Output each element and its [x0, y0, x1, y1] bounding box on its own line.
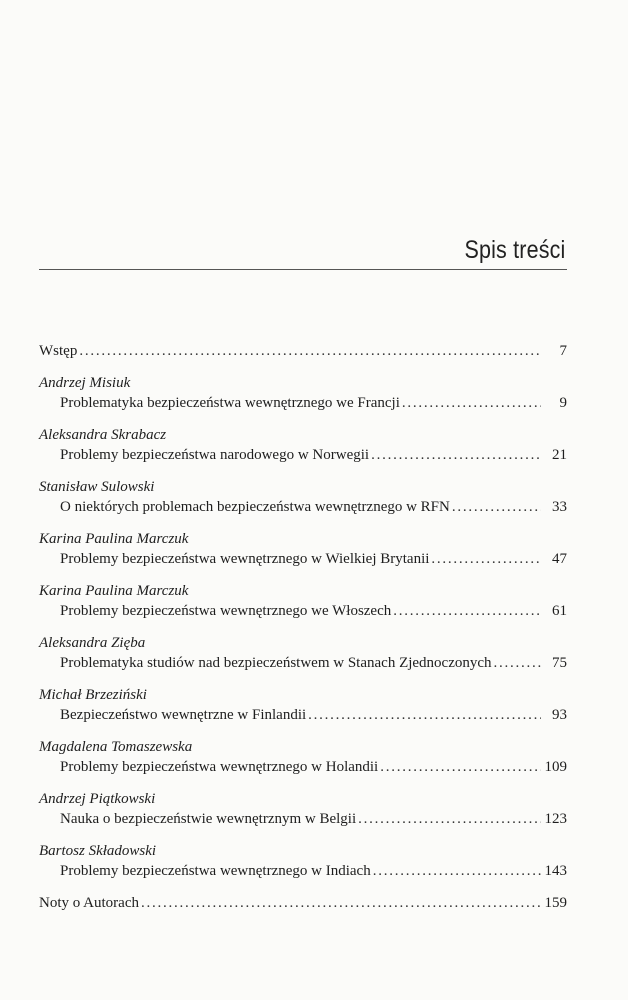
toc-entry-intro[interactable] — [39, 341, 567, 361]
toc-entry-title: Nauka o bezpieczeństwie wewnętrznym w Belgii — [60, 811, 357, 827]
toc-page-number: 21 — [552, 447, 567, 463]
toc-entry-chapter-4[interactable] — [39, 529, 567, 569]
dot-leader — [431, 549, 541, 569]
toc-author: Andrzej Misiuk — [39, 375, 131, 391]
dot-leader — [380, 757, 541, 777]
dot-leader — [358, 809, 541, 829]
toc-entry-title: Wstęp — [39, 343, 78, 359]
toc-entry-chapter-10[interactable] — [39, 841, 567, 881]
toc-entry-title: Problemy bezpieczeństwa narodowego w Norwegii — [60, 447, 370, 463]
toc-author: Bartosz Składowski — [39, 843, 157, 859]
toc-entry-title: Noty o Autorach — [39, 895, 139, 911]
dot-leader — [371, 445, 541, 465]
toc-author: Karina Paulina Marczuk — [39, 583, 189, 599]
toc-entry-title: Problemy bezpieczeństwa wewnętrznego w Indiach — [60, 863, 371, 879]
toc-page-number: 109 — [544, 759, 567, 775]
toc-entry-title: Problemy bezpieczeństwa wewnętrznego w Wielkiej Brytanii — [60, 551, 430, 567]
title-divider — [39, 269, 567, 270]
table-of-contents — [39, 341, 567, 925]
toc-entry-notes[interactable] — [39, 893, 567, 913]
toc-author: Andrzej Piątkowski — [39, 791, 156, 807]
dot-leader — [141, 893, 541, 913]
toc-page-number: 143 — [544, 863, 567, 879]
dot-leader — [79, 341, 541, 361]
toc-page-number: 123 — [544, 811, 567, 827]
toc-entry-title: Problemy bezpieczeństwa wewnętrznego we Włoszech — [60, 603, 392, 619]
toc-author: Magdalena Tomaszewska — [39, 739, 193, 755]
toc-entry-chapter-3[interactable] — [39, 477, 567, 517]
dot-leader — [452, 497, 541, 517]
toc-entry-title: Problematyka bezpieczeństwa wewnętrznego we Francji — [60, 395, 400, 411]
toc-entry-chapter-1[interactable] — [39, 373, 567, 413]
toc-page-number: 7 — [559, 343, 567, 359]
toc-page-number: 61 — [552, 603, 567, 619]
toc-author: Michał Brzeziński — [39, 687, 147, 703]
dot-leader — [308, 705, 541, 725]
page-title: Spis treści — [464, 236, 566, 264]
toc-entry-chapter-7[interactable] — [39, 685, 567, 725]
toc-entry-title: O niektórych problemach bezpieczeństwa wewnętrznego w RFN — [60, 499, 450, 515]
toc-entry-title: Bezpieczeństwo wewnętrzne w Finlandii — [60, 707, 307, 723]
toc-entry-chapter-8[interactable] — [39, 737, 567, 777]
dot-leader — [402, 393, 541, 413]
toc-author: Stanisław Sulowski — [39, 479, 155, 495]
toc-page-number: 33 — [552, 499, 567, 515]
dot-leader — [373, 861, 541, 881]
toc-entry-title: Problematyka studiów nad bezpieczeństwem w Stanach Zjednoczonych — [60, 655, 492, 671]
toc-entry-title: Problemy bezpieczeństwa wewnętrznego w Holandii — [60, 759, 379, 775]
toc-entry-chapter-9[interactable] — [39, 789, 567, 829]
toc-page-number: 9 — [559, 395, 567, 411]
toc-author: Aleksandra Skrabacz — [39, 427, 167, 443]
toc-page-number: 47 — [552, 551, 567, 567]
toc-page-number: 93 — [552, 707, 567, 723]
dot-leader — [494, 653, 541, 673]
toc-entry-chapter-6[interactable] — [39, 633, 567, 673]
toc-author: Aleksandra Zięba — [39, 635, 146, 651]
toc-page-number: 159 — [544, 895, 567, 911]
toc-author: Karina Paulina Marczuk — [39, 531, 189, 547]
toc-entry-chapter-2[interactable] — [39, 425, 567, 465]
dot-leader — [393, 601, 541, 621]
toc-page-number: 75 — [552, 655, 567, 671]
toc-entry-chapter-5[interactable] — [39, 581, 567, 621]
